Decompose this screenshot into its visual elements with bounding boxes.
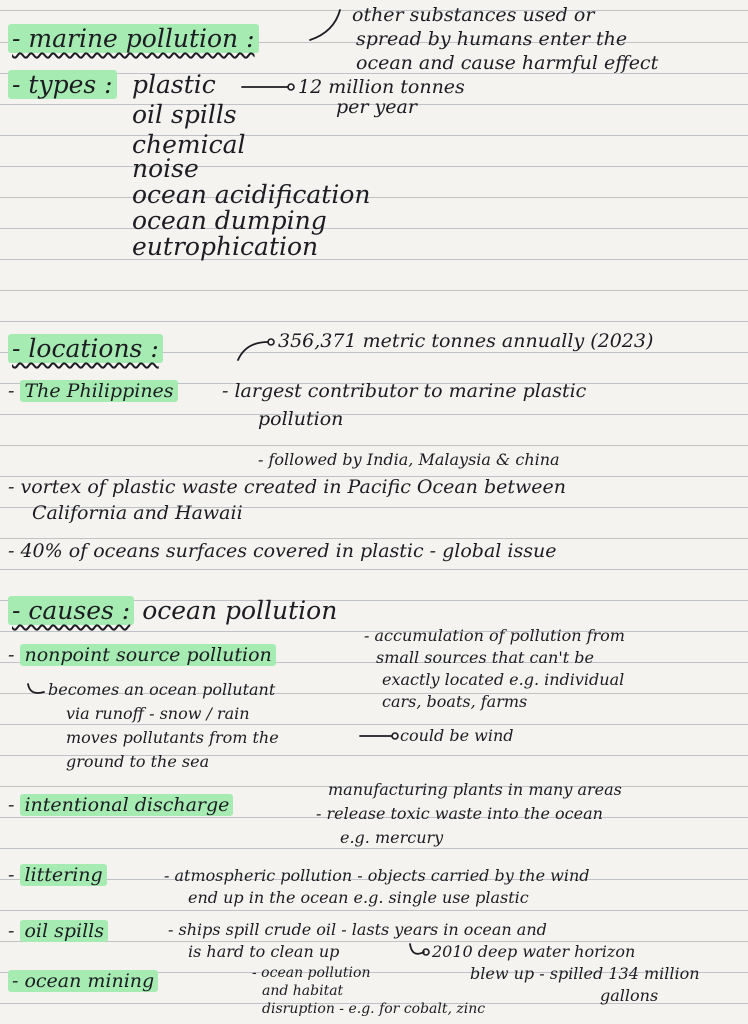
oilspills-note-3: gallons — [600, 986, 659, 1005]
intentional-line-1: manufacturing plants in many areas — [328, 780, 622, 799]
percent-text: - 40% of oceans surfaces covered in plastic - global issue — [8, 540, 557, 562]
nonpoint-left-4: ground to the sea — [66, 752, 210, 771]
followed-by-text: - followed by India, Malaysia & china — [258, 450, 560, 469]
philippines-text-2: pollution — [258, 408, 344, 430]
causes-heading-suffix: ocean pollution — [142, 596, 338, 625]
nonpoint-desc-2: small sources that can't be — [376, 648, 594, 667]
plastic-amount-note: 12 million tonnes — [298, 76, 465, 98]
intentional-line-2: - release toxic waste into the ocean — [316, 804, 603, 823]
littering-line-1: - atmospheric pollution - objects carried by the wind — [164, 866, 590, 885]
types-label: - types : — [8, 72, 117, 97]
mining-line-2: and habitat — [262, 983, 344, 999]
intentional-label: - intentional discharge — [8, 796, 233, 815]
definition-line-3: ocean and cause harmful effect — [356, 52, 659, 74]
type-item-chemical: chemical — [132, 130, 246, 159]
type-item-dumping: ocean dumping — [132, 206, 327, 235]
nonpoint-left-2: via runoff - snow / rain — [66, 704, 250, 723]
nonpoint-desc-1: - accumulation of pollution from — [364, 626, 625, 645]
littering-line-2: end up in the ocean e.g. single use plastic — [188, 888, 529, 907]
philippines-stat: 356,371 metric tonnes annually (2023) — [278, 330, 654, 352]
littering-label: - littering — [8, 866, 107, 885]
plastic-amount-note-2: per year — [336, 96, 417, 118]
nonpoint-left-1: becomes an ocean pollutant — [48, 680, 276, 699]
definition-line-1: other substances used or — [352, 4, 595, 26]
locations-heading: - locations : — [8, 336, 163, 361]
oilspills-note-1: 2010 deep water horizon — [432, 942, 636, 961]
type-item-acidification: ocean acidification — [132, 180, 371, 209]
type-item-oil-spills: oil spills — [132, 100, 237, 129]
oilspills-line-2: is hard to clean up — [188, 942, 340, 961]
oilspills-line-1: - ships spill crude oil - lasts years in ocean and — [168, 920, 547, 939]
nonpoint-label: - nonpoint source pollution — [8, 646, 276, 665]
type-item-eutrophication: eutrophication — [132, 232, 319, 261]
causes-heading: - causes : ocean pollution — [8, 598, 337, 623]
type-item-noise: noise — [132, 154, 199, 183]
philippines-label: - The Philippines — [8, 382, 178, 401]
nonpoint-left-3: moves pollutants from the — [66, 728, 279, 747]
definition-line-2: spread by humans enter the — [356, 28, 628, 50]
type-item-plastic: plastic — [132, 70, 216, 99]
oilspills-note-2: blew up - spilled 134 million — [470, 964, 700, 983]
ocean-mining-label: - ocean mining — [8, 972, 158, 991]
nonpoint-desc-3: exactly located e.g. individual — [382, 670, 625, 689]
intentional-line-3: e.g. mercury — [340, 828, 444, 847]
wind-note: could be wind — [400, 726, 514, 745]
oilspills-label: - oil spills — [8, 922, 108, 941]
nonpoint-desc-4: cars, boats, farms — [382, 692, 528, 711]
marine-pollution-heading: - marine pollution : — [8, 26, 259, 51]
mining-line-1: - ocean pollution — [252, 965, 371, 981]
philippines-text-1: - largest contributor to marine plastic — [222, 380, 587, 402]
vortex-text-1: - vortex of plastic waste created in Pacific Ocean between — [8, 476, 566, 498]
vortex-text-2: California and Hawaii — [32, 502, 243, 524]
mining-line-3: disruption - e.g. for cobalt, zinc — [262, 1001, 486, 1017]
